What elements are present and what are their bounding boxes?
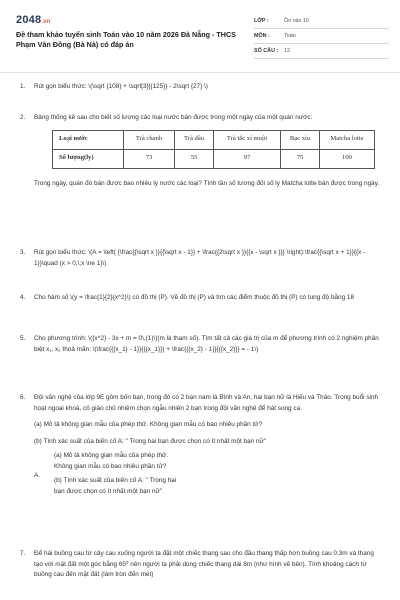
table-cell: Trà tắc xí muội [214,130,281,149]
question-2 [20,113,384,189]
option-line: (a) Mô tả không gian mẫu của phép thử. [54,452,169,459]
meta-box [254,14,389,59]
meta-key: LỚP : [254,18,269,24]
table-cell: Số lượng(ly) [53,149,124,168]
question-text: Cho hàm số \(y = \frac{1}{2}{x^2}\) có đồ thị (P). Vẽ đồ thị (P) và tìm các điểm thuộc đồ thị (P) có tung độ bằng 18 [34,294,355,301]
question-number: 5. [20,335,26,342]
table-cell: 55 [175,149,214,168]
table-cell: Matcha lotte [320,130,375,149]
question-text: Đội văn nghệ của lớp 9E gồm bốn bạn, trong đó có 2 bạn nam là Bình và An, hai bạn nữ là Hiếu và Thảo. Trong buổi sinh hoạt ngoại khoá, cô giáo chủ nhiệm chọn ngẫu nhiên 2 bạn trong đội văn nghệ để hát song ca. [34,394,379,412]
table-cell: 73 [124,149,175,168]
stats-table [52,130,375,169]
table-cell: 97 [214,149,281,168]
question-number: 1. [20,83,26,90]
table-row [53,149,375,168]
table-cell: Loại nước [53,130,124,149]
question-part-a: (a) Mô tả không gian mẫu của phép thử. Không gian mẫu có bao nhiêu phần tử? [34,421,263,428]
meta-row-count [254,44,389,59]
question-text: Bảng thống kê sau cho biết số lượng các loại nước bán được trong một ngày của một quán nước: [34,114,313,121]
question-3 [20,248,384,269]
option-label: A. [34,472,41,479]
table-cell: 75 [281,149,320,168]
question-followup: Trong ngày, quán đó bán được bao nhiêu ly nước các loại? Tính tần số tương đối số ly Matcha lotte bán được trong ngày. [34,179,380,187]
meta-value: Toán [284,33,296,39]
question-7 [20,549,384,581]
site-logo[interactable]: 2048.vn [16,14,51,26]
question-text: Rút gọn biểu thức: \(A = \left( {\frac{{\sqrt x }}{{\sqrt x - 1}} + \frac{{2\sqrt x }}{{x - \sqrt x }}} \right):\frac{{\sqrt x + 1}}{{x - 1}}\quad (x > 0,\;x \ne 1)\) [34,249,366,267]
table-cell: Trà chanh [124,130,175,149]
question-number: 7. [20,550,26,557]
table-header-row [53,130,375,149]
question-1 [20,82,384,93]
question-number: 2. [20,114,26,121]
option-line: (b) Tính xác suất của biến cố A: " Trong hai [54,477,177,484]
question-number: 6. [20,394,26,401]
question-number: 4. [20,294,26,301]
question-6 [20,393,384,497]
question-text: Rút gọn biểu thức: \(\sqrt {108} + \sqrt[3]{{125}} - 2\sqrt {27} \) [34,83,208,90]
question-text: Để hái buồng cau từ cây cau xuống người ta đặt một chiếc thang sao cho đầu thang thấp hơn buồng cau 0,3m và thang tạo với mặt đất một góc bằng 65⁰ nên người ta phải dùng chiếc thang dài 8m (như hình vẽ bên). Tính khoảng cách từ buồng cau đến mặt đất (làm tròn đến mét) [34,550,374,578]
question-text: Cho phương trình: \({x^2} - 3x + m = 0\,(1)\)(m là tham số). Tìm tất cả các giá trị của m để phương trình có 2 nghiệm phân biệt x₁, x₂ thoả mãn: \(\frac{{{x_1} - 1}}{{{x_1}}} + \frac{{{x_2} - 1}}{{{x_2}}} = - 1\) [34,335,379,353]
option-line: bạn được chọn có ít nhất một bạn nữ" [54,487,163,495]
table-cell: Trà dâu [175,130,214,149]
meta-value: Ôn vào 10 [284,18,309,24]
header-divider [0,72,400,73]
question-part-b: (b) Tính xác suất của biến cố A: " Trong hai bạn được chọn có ít nhất một bạn nữ" [34,437,267,445]
table-cell: Bạc xỉu [281,130,320,149]
meta-key: MÔN : [254,33,270,39]
option-line: Không gian mẫu có bao nhiêu phần tử? [54,462,167,470]
option-content [54,451,176,497]
page-title: Đề tham khảo tuyển sinh Toán vào 10 năm 2026 Đà Nẵng - THCS Phạm Văn Đồng (Bà Nà) có đáp án [16,30,236,49]
answer-option-a[interactable] [34,451,384,497]
table-cell: 100 [320,149,375,168]
header [16,14,386,70]
question-4 [20,293,384,304]
question-number: 3. [20,249,26,256]
meta-value: 12 [284,48,290,54]
meta-key: SỐ CÂU : [254,48,279,54]
question-5 [20,334,384,355]
meta-row-subject [254,29,389,44]
meta-row-class [254,14,389,29]
